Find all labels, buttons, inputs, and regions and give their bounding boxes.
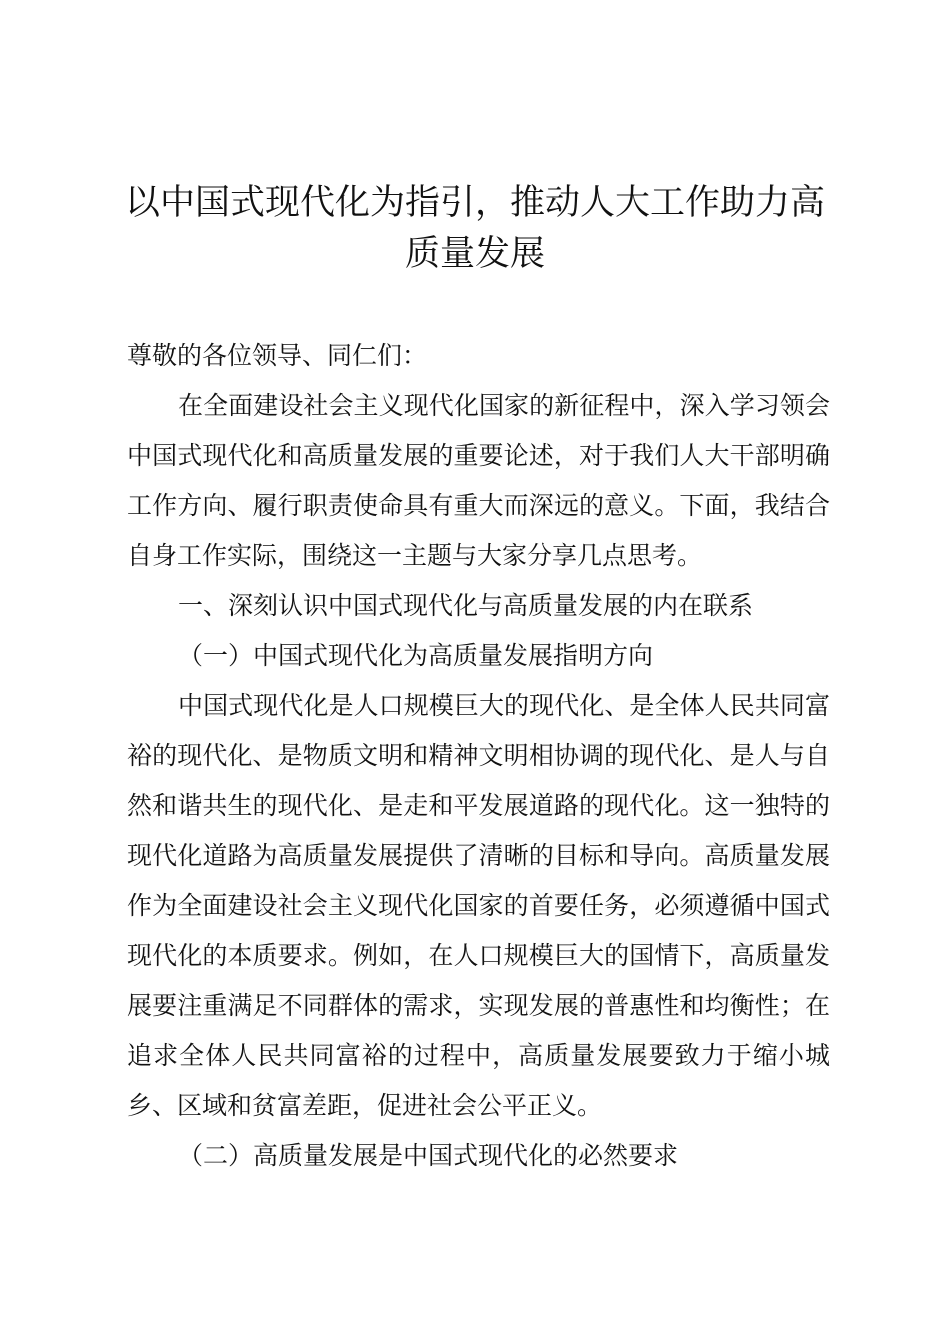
- section-1-heading: 一、深刻认识中国式现代化与高质量发展的内在联系: [178, 591, 754, 620]
- title-line-2: 质量发展: [404, 234, 545, 274]
- subsection-2-heading: （二）高质量发展是中国式现代化的必然要求: [178, 1141, 679, 1170]
- subsection-1-heading: （一）中国式现代化为高质量发展指明方向: [178, 641, 654, 670]
- document-body: [127, 331, 830, 1181]
- intro-paragraph: 在全面建设社会主义现代化国家的新征程中，深入学习领会中国式现代化和高质量发展的重要论述，对于我们人大干部明确工作方向、履行职责使命具有重大而深远的意义。下面，我结合自身工作实际，围绕这一主题与大家分享几点思考。: [127, 391, 830, 570]
- document-title: [110, 178, 840, 280]
- salutation: 尊敬的各位领导、同仁们：: [127, 341, 428, 370]
- subsection-1-paragraph: 中国式现代化是人口规模巨大的现代化、是全体人民共同富裕的现代化、是物质文明和精神文明相协调的现代化、是人与自然和谐共生的现代化、是走和平发展道路的现代化。这一独特的现代化道路为高质量发展提供了清晰的目标和导向。高质量发展作为全面建设社会主义现代化国家的首要任务，必须遵循中国式现代化的本质要求。例如，在人口规模巨大的国情下，高质量发展要注重满足不同群体的需求，实现发展的普惠性和均衡性；在追求全体人民共同富裕的过程中，高质量发展要致力于缩小城乡、区域和贫富差距，促进社会公平正义。: [127, 691, 830, 1120]
- title-line-1: 以中国式现代化为指引，推动人大工作助力高: [124, 183, 825, 223]
